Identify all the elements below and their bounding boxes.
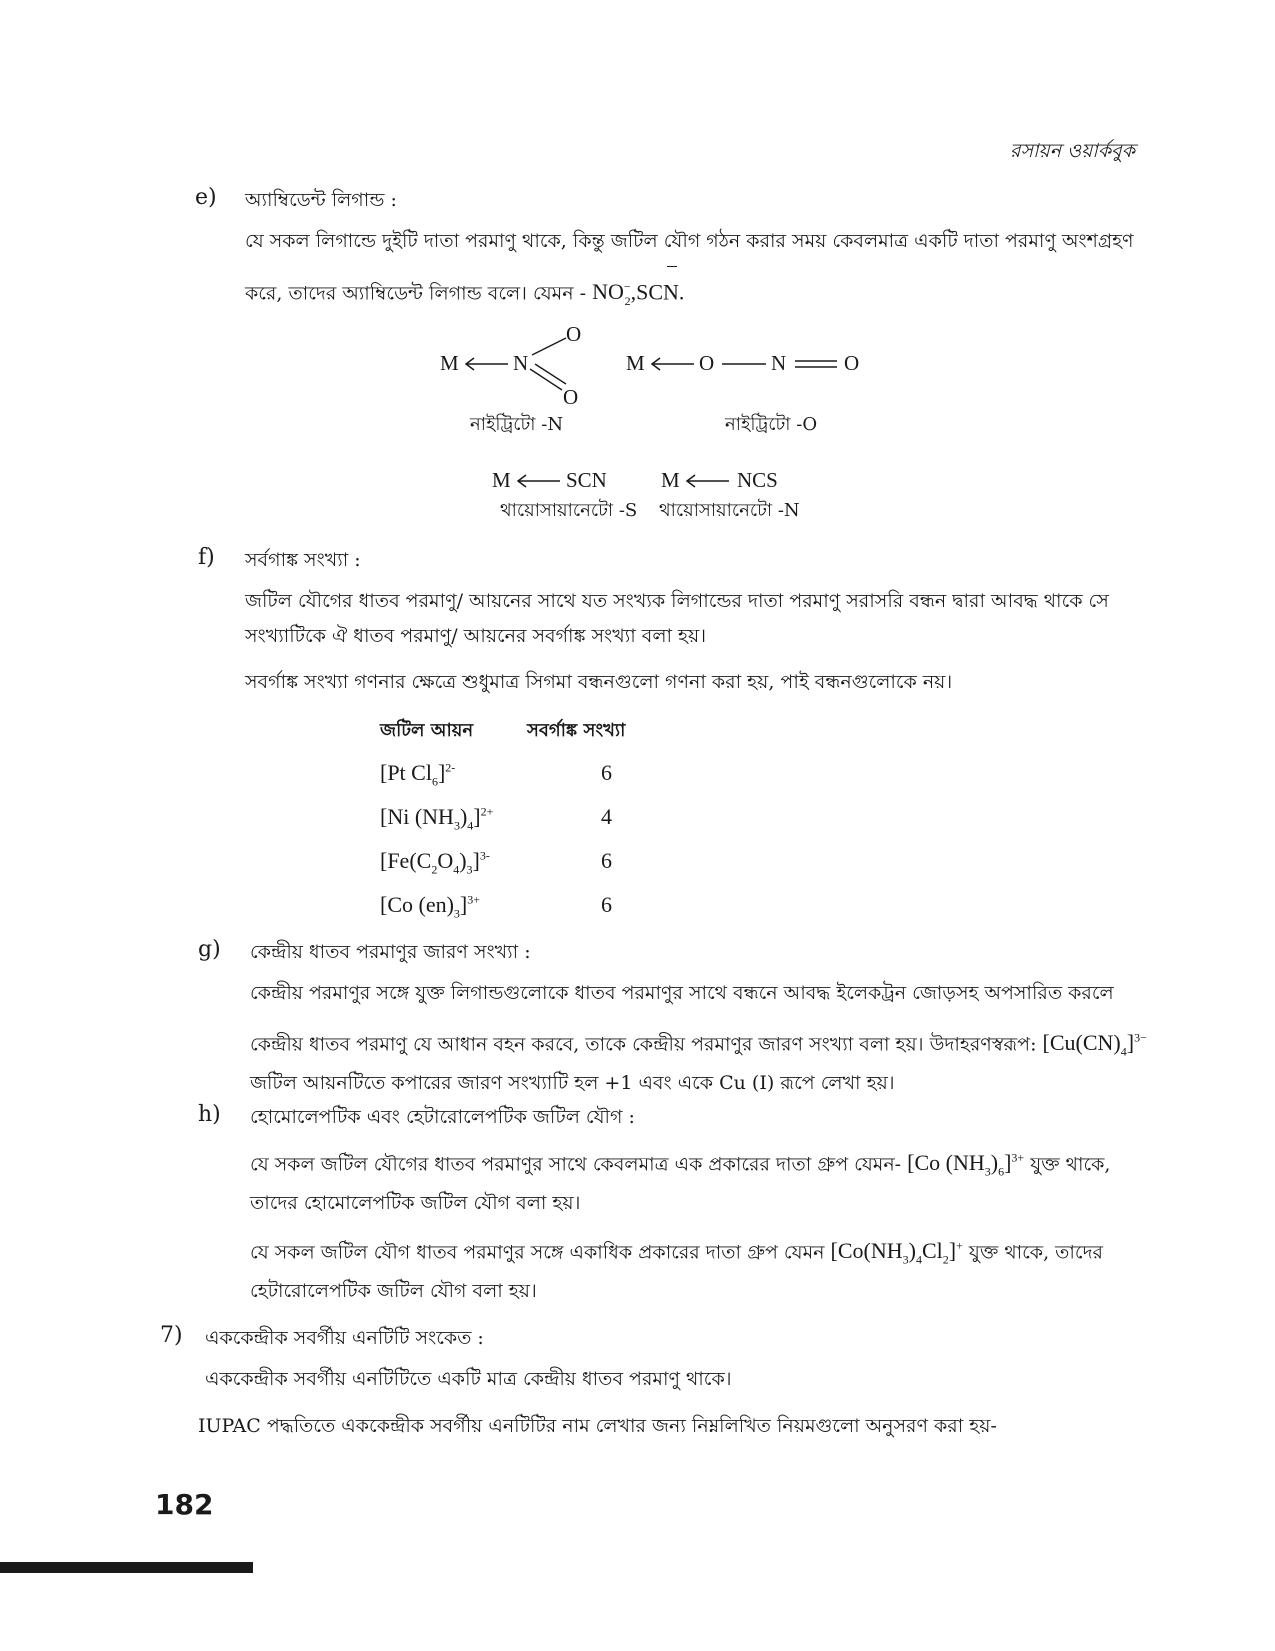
- atom-m: M: [440, 351, 459, 375]
- section-e-marker: e): [195, 185, 217, 210]
- section-f-marker: f): [198, 545, 215, 570]
- label-thiocyanato-n: থায়োসায়ানেটো -N: [659, 500, 800, 521]
- single-bond: [720, 354, 768, 374]
- atom-m: M: [626, 351, 645, 375]
- table-row-ion: [Pt $Cl_6]^{2-}$: [380, 760, 456, 789]
- table-row-value: 4: [601, 804, 612, 829]
- coordinate-arrow: [683, 471, 733, 491]
- atom-n: N: [771, 351, 787, 375]
- table-row-ion: [Co $(en)_3]^{3+}$: [380, 892, 481, 921]
- section-f-line3: সবর্গাঙ্ক সংখ্যা গণনার ক্ষেত্রে শুধুমাত্র সিগমা বন্ধনগুলো গণনা করা হয়, পাই বন্ধনগুলোকে নয়।: [245, 671, 953, 693]
- section-e-heading: অ্যাম্বিডেন্ট লিগান্ড :: [245, 189, 397, 211]
- example-scn: ,SCN: [630, 279, 679, 305]
- section-e-line1: যে সকল লিগান্ডে দুইটি দাতা পরমাণু থাকে, কিন্তু জটিল যৌগ গঠন করার সময় কেবলমাত্র একটি দাতা পরমাণু অংশগ্রহণ: [245, 230, 1134, 252]
- cu-cn-formula: $[Cu(CN)_4]^{3-}$: [1042, 1030, 1147, 1059]
- atom-o: O: [844, 351, 860, 375]
- scn-charge-bar: [667, 266, 677, 267]
- table-row-value: 6: [601, 848, 612, 873]
- section-f-line1: জটিল যৌগের ধাতব পরমাণু/ আয়নের সাথে যত সংখ্যক লিগান্ডের দাতা পরমাণু সরাসরি বন্ধন দ্বারা আবদ্ধ থাকে সে: [245, 590, 1109, 612]
- section-h-marker: h): [198, 1102, 221, 1127]
- coordinate-arrow: [462, 354, 512, 374]
- table-row-value: 6: [601, 892, 612, 917]
- footer-bar: [0, 1562, 253, 1573]
- label-nitrito-n: নাইট্রিটো -N: [470, 414, 564, 435]
- section-h-line3: যে সকল জটিল যৌগ ধাতব পরমাণুর সঙ্গে একাধিক প্রকারের দাতা গ্রুপ যেমন $[Co(NH_3)_4Cl_2]^+$ যুক্ত থাকে, তাদের: [250, 1238, 1104, 1267]
- section-f-heading: সর্বগাঙ্ক সংখ্যা :: [245, 549, 361, 571]
- coordinate-arrow: [648, 354, 698, 374]
- section-h-heading: হোমোলেপটিক এবং হেটারোলেপটিক জটিল যৌগ :: [250, 1106, 635, 1128]
- label-thiocyanato-s: থায়োসায়ানেটো -S: [500, 500, 638, 521]
- section-g-heading: কেন্দ্রীয় ধাতব পরমাণুর জারণ সংখ্যা :: [250, 941, 531, 963]
- label-nitrito-o: নাইট্রিটো -O: [725, 414, 818, 435]
- section-7-marker: 7): [160, 1323, 183, 1348]
- section-g-marker: g): [198, 937, 221, 962]
- table-row-ion: [Ni $(NH_3)_4]^{2+}$: [380, 804, 494, 833]
- atom-n: N: [513, 351, 529, 375]
- section-h-line1: যে সকল জটিল যৌগের ধাতব পরমাণুর সাথে কেবলমাত্র এক প্রকারের দাতা গ্রুপ যেমন- [Co $(NH_3)_6]^{3+}$ যুক্ত থাকে,: [250, 1150, 1111, 1179]
- atom-o: O: [699, 351, 715, 375]
- section-h-line2: তাদের হোমোলেপটিক জটিল যৌগ বলা হয়।: [250, 1192, 581, 1214]
- atom-m: M: [661, 468, 680, 492]
- table-row-ion: $[Fe(C_2O_4)_3]^{3-}$: [380, 848, 490, 877]
- table-header-number: সবর্গাঙ্ক সংখ্যা: [527, 720, 626, 741]
- atom-o-top: O: [566, 322, 582, 346]
- section-7-line1: এককেন্দ্রীক সবর্গীয় এনটিটিতে একটি মাত্র কেন্দ্রীয় ধাতব পরমাণু থাকে।: [205, 1368, 732, 1390]
- section-g-line1: কেন্দ্রীয় পরমাণুর সঙ্গে যুক্ত লিগান্ডগুলোকে ধাতব পরমাণুর সাথে বন্ধনে আবদ্ধ ইলেকট্রন জোড়সহ অপসারিত করলে: [250, 982, 1114, 1004]
- table-row-value: 6: [601, 760, 612, 785]
- section-7-line2: IUPAC পদ্ধতিতে এককেন্দ্রীক সবর্গীয় এনটিটির নাম লেখার জন্য নিম্নলিখিত নিয়মগুলো অনুসরণ করা হয়-: [198, 1415, 997, 1437]
- coordinate-arrow: [514, 471, 564, 491]
- section-g-line3: জটিল আয়নটিতে কপারের জারণ সংখ্যাটি হল +1 এবং একে Cu (I) রূপে লেখা হয়।: [250, 1072, 895, 1094]
- scn-group: SCN: [566, 468, 607, 492]
- ncs-group: NCS: [737, 468, 778, 492]
- co-nh3-formula: [Co $(NH_3)_6]^{3+}$: [907, 1150, 1025, 1179]
- page-number: 182: [155, 1488, 214, 1521]
- book-title: রসায়ন ওয়ার্কবুক: [1010, 140, 1135, 162]
- table-header-ion: জটিল আয়ন: [380, 720, 474, 741]
- co-nh3-cl-formula: $[Co(NH_3)_4Cl_2]^+$: [830, 1238, 963, 1267]
- section-h-line4: হেটারোলেপটিক জটিল যৌগ বলা হয়।: [250, 1280, 537, 1302]
- section-f-line2: সংখ্যাটিকে ঐ ধাতব পরমাণু/ আয়নের সবর্গাঙ্ক সংখ্যা বলা হয়।: [245, 625, 707, 647]
- section-g-line2: কেন্দ্রীয় ধাতব পরমাণু যে আধান বহন করবে, তাকে কেন্দ্রীয় পরমাণুর জারণ সংখ্যা বলা হয়। উদাহরণস্বরূপ: $[Cu(CN)_4]^{3-}$: [250, 1030, 1147, 1059]
- example-no2: $NO^-_2$: [592, 279, 631, 308]
- atom-m: M: [492, 468, 511, 492]
- atom-o-bottom: O: [563, 385, 579, 409]
- section-7-heading: এককেন্দ্রীক সবর্গীয় এনটিটি সংকেত :: [205, 1327, 484, 1349]
- double-bond: [793, 354, 839, 374]
- section-e-line2: করে, তাদের অ্যাম্বিডেন্ট লিগান্ড বলে। যেমন - $NO^-_2,SCN$.: [245, 279, 685, 308]
